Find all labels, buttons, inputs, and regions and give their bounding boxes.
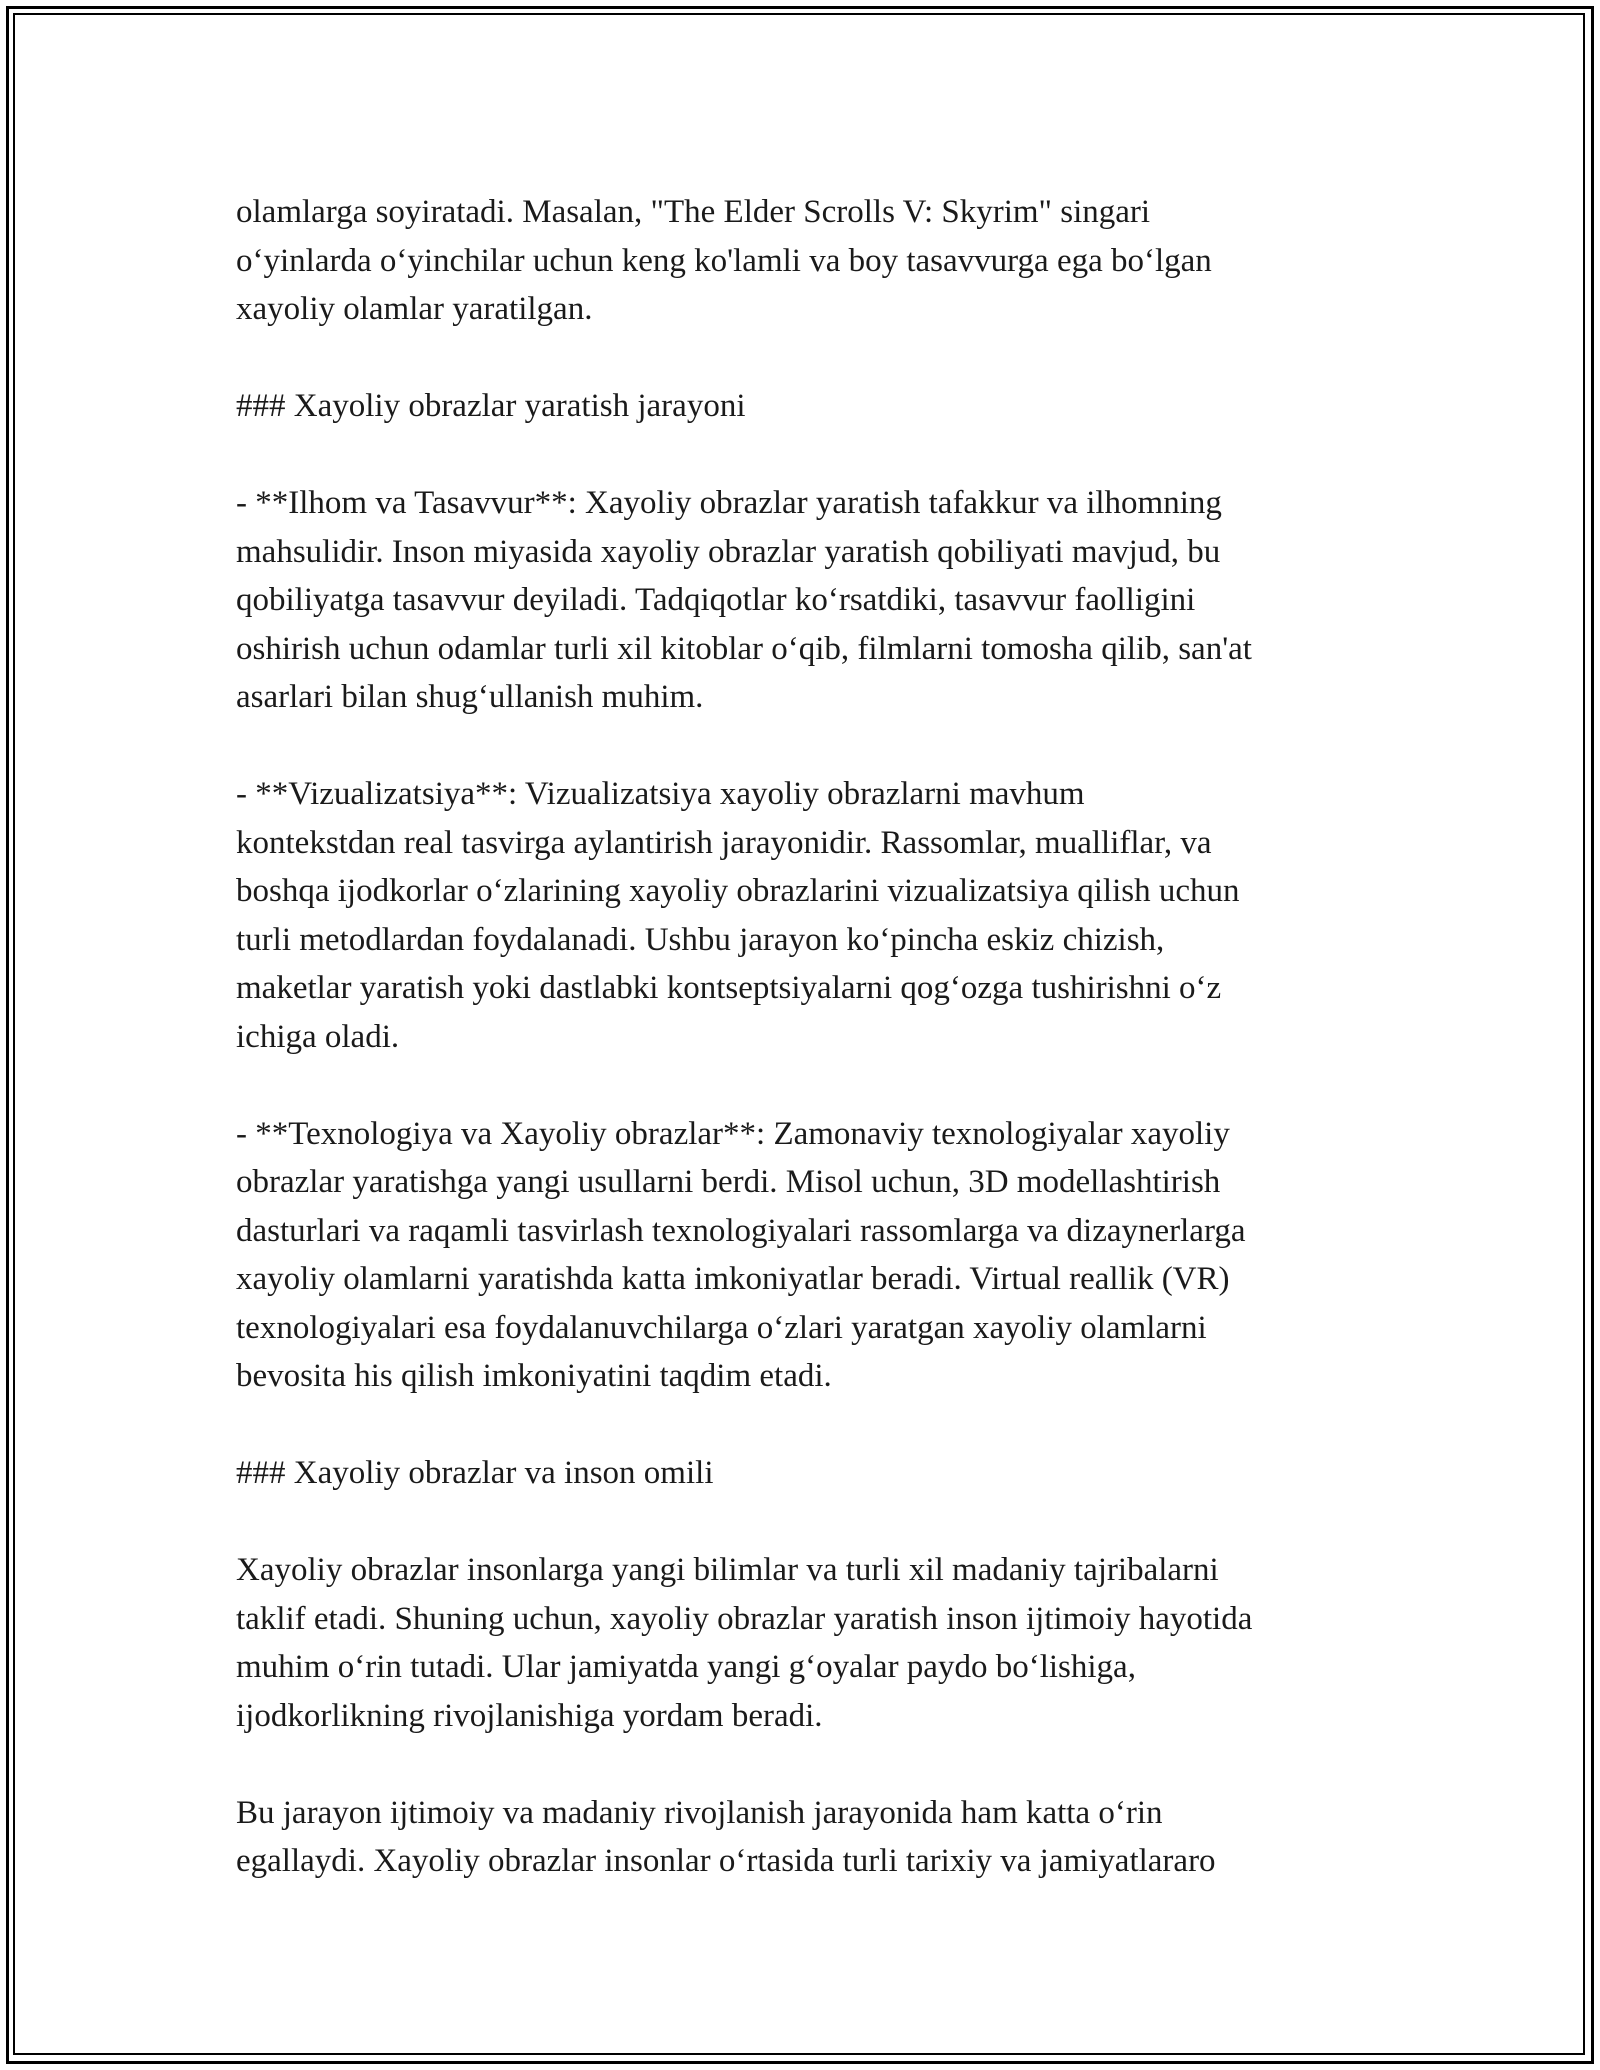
paragraph-cultural-experience: Xayoliy obrazlar insonlarga yangi bilimlar va turli xil madaniy tajribalarni taklif etadi. Shuning uchun, xayoliy obrazlar yaratish inson ijtimoiy hayotida muhim o‘rin tutadi. Ular jamiyatda yangi g‘oyalar paydo bo‘lishiga, ijodkorlikning rivojlanishiga yordam beradi. bbox=[236, 1552, 1253, 1734]
heading-creation-process: ### Xayoliy obrazlar yaratish jarayoni bbox=[236, 388, 746, 424]
document-body bbox=[236, 188, 1376, 1886]
paragraph-skyrim-example: olamlarga soyiratadi. Masalan, "The Elder Scrolls V: Skyrim" singari o‘yinlarda o‘yinchilar uchun keng ko'lamli va boy tasavvurga ega bo‘lgan xayoliy olamlar yaratilgan. bbox=[236, 194, 1212, 327]
paragraph-social-development: Bu jarayon ijtimoiy va madaniy rivojlanish jarayonida ham katta o‘rin egallaydi. Xayoliy obrazlar insonlar o‘rtasida turli tarixiy va jamiyatlararo bbox=[236, 1794, 1216, 1879]
list-item-technology: - **Texnologiya va Xayoliy obrazlar**: Zamonaviy texnologiyalar xayoliy obrazlar yaratishga yangi usullarni berdi. Misol uchun, 3D modellashtirish dasturlari va raqamli tasvirlash texnologiyalari rassomlarga va dizaynerlarga xayoliy olamlarni yaratishda katta imkoniyatlar beradi. Virtual reallik (VR) texnologiyalari esa foydalanuvchilarga o‘zlari yaratgan xayoliy olamlarni bevosita his qilish imkoniyatini taqdim etadi. bbox=[236, 1115, 1246, 1394]
heading-human-factor: ### Xayoliy obrazlar va inson omili bbox=[236, 1455, 714, 1491]
list-item-inspiration: - **Ilhom va Tasavvur**: Xayoliy obrazlar yaratish tafakkur va ilhomning mahsulidir. Inson miyasida xayoliy obrazlar yaratish qobiliyati mavjud, bu qobiliyatga tasavvur deyiladi. Tadqiqotlar ko‘rsatdiki, tasavvur faolligini oshirish uchun odamlar turli xil kitoblar o‘qib, filmlarni tomosha qilib, san'at asarlari bilan shug‘ullanish muhim. bbox=[236, 485, 1252, 715]
list-item-visualization: - **Vizualizatsiya**: Vizualizatsiya xayoliy obrazlarni mavhum kontekstdan real tasvirga aylantirish jarayonidir. Rassomlar, mualliflar, va boshqa ijodkorlar o‘zlarining xayoliy obrazlarini vizualizatsiya qilish uchun turli metodlardan foydalanadi. Ushbu jarayon ko‘pincha eskiz chizish, maketlar yaratish yoki dastlabki kontseptsiyalarni qog‘ozga tushirishni o‘z ichiga oladi. bbox=[236, 776, 1240, 1055]
